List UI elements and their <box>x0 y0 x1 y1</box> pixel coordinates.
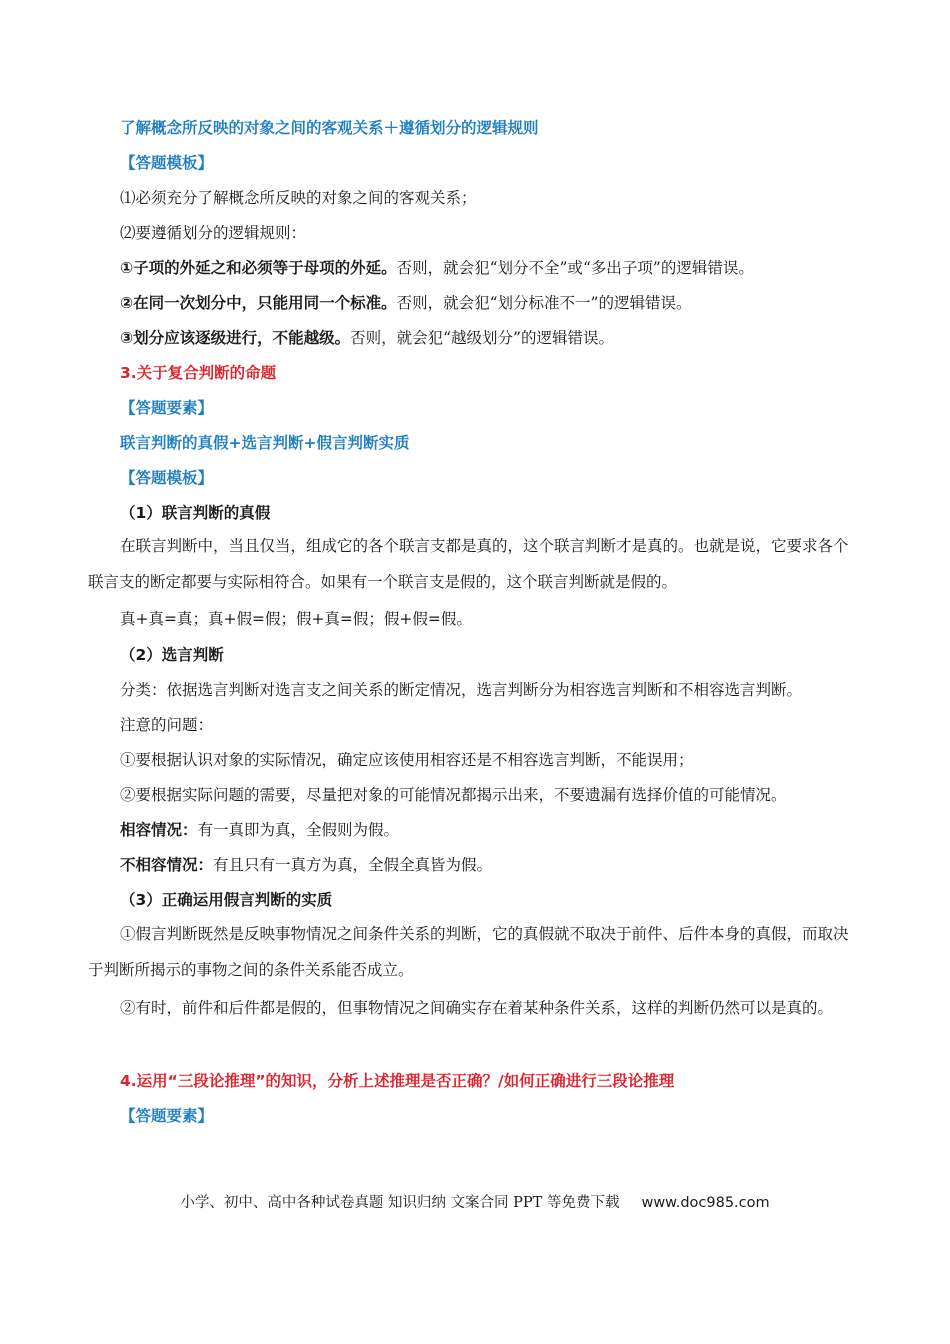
text-line: ⑴必须充分了解概念所反映的对象之间的客观关系； <box>120 189 477 207</box>
text-line: 分类：依据选言判断对选言支之间关系的断定情况，选言判断分为相容选言判断和不相容选言判断。 <box>120 681 803 699</box>
definition-text: 有一真即为真，全假则为假。 <box>197 821 400 839</box>
rule-text: 否则，就会犯“划分标准不一”的逻辑错误。 <box>396 294 692 312</box>
rule-bold: ③划分应该逐级进行，不能越级。 <box>120 329 351 347</box>
rule-bold: ②在同一次划分中，只能用同一个标准。 <box>120 294 397 312</box>
page-footer <box>0 1191 950 1212</box>
rule-item <box>120 293 890 313</box>
paragraph: ①假言判断既然是反映事物情况之间条件关系的判断，它的真假就不取决于前件、后件本身的真假，而取决于判断所揭示的事物之间的条件关系能否成立。 <box>88 925 849 979</box>
subheading: （3）正确运用假言判断的实质 <box>120 891 333 909</box>
definition-line <box>120 820 890 840</box>
text-line: ⑵要遵循划分的逻辑规则： <box>120 224 307 242</box>
text-line: ②要根据实际问题的需要，尽量把对象的可能情况都揭示出来，不要遗漏有选择价值的可能情况。 <box>120 786 787 804</box>
paragraph: ②有时，前件和后件都是假的，但事物情况之间确实存在着某种条件关系，这样的判断仍然可以是真的。 <box>120 999 834 1017</box>
subheading: （2）选言判断 <box>120 646 224 664</box>
rule-text: 否则，就会犯“越级划分”的逻辑错误。 <box>350 329 614 347</box>
footer-text: 小学、初中、高中各种试卷真题 知识归纳 文案合同 PPT 等免费下载 <box>180 1195 620 1211</box>
section-heading: 了解概念所反映的对象之间的客观关系＋遵循划分的逻辑规则 <box>120 119 539 137</box>
text-line: ①要根据认识对象的实际情况，确定应该使用相容还是不相容选言判断，不能误用； <box>120 751 694 769</box>
answer-template-label: 【答题模板】 <box>120 154 214 172</box>
text-line: 真+真=真；真+假=假；假+真=假；假+假=假。 <box>120 610 472 628</box>
answer-template-label: 【答题模板】 <box>120 469 214 487</box>
rule-text: 否则，就会犯“划分不全”或“多出子项”的逻辑错误。 <box>396 259 754 277</box>
answer-elements-label: 【答题要素】 <box>120 1107 214 1125</box>
rule-item <box>120 258 890 278</box>
definition-text: 有且只有一真方为真，全假全真皆为假。 <box>213 856 493 874</box>
question-heading: 3.关于复合判断的命题 <box>120 364 277 382</box>
rule-bold: ①子项的外延之和必须等于母项的外延。 <box>120 259 397 277</box>
subheading: （1）联言判断的真假 <box>120 504 271 522</box>
text-line: 注意的问题： <box>120 716 214 734</box>
definition-term: 相容情况： <box>120 821 198 839</box>
rule-item <box>120 328 890 348</box>
footer-url[interactable]: www.doc985.com <box>641 1195 770 1211</box>
definition-term: 不相容情况： <box>120 856 214 874</box>
question-heading: 4.运用“三段论推理”的知识，分析上述推理是否正确？/如何正确进行三段论推理 <box>120 1072 675 1090</box>
paragraph: 在联言判断中，当且仅当，组成它的各个联言支都是真的，这个联言判断才是真的。也就是说，它要求各个联言支的断定都要与实际相符合。如果有一个联言支是假的，这个联言判断就是假的。 <box>88 537 849 591</box>
answer-elements: 联言判断的真假+选言判断+假言判断实质 <box>120 434 410 452</box>
answer-elements-label: 【答题要素】 <box>120 399 214 417</box>
definition-line <box>120 855 890 875</box>
